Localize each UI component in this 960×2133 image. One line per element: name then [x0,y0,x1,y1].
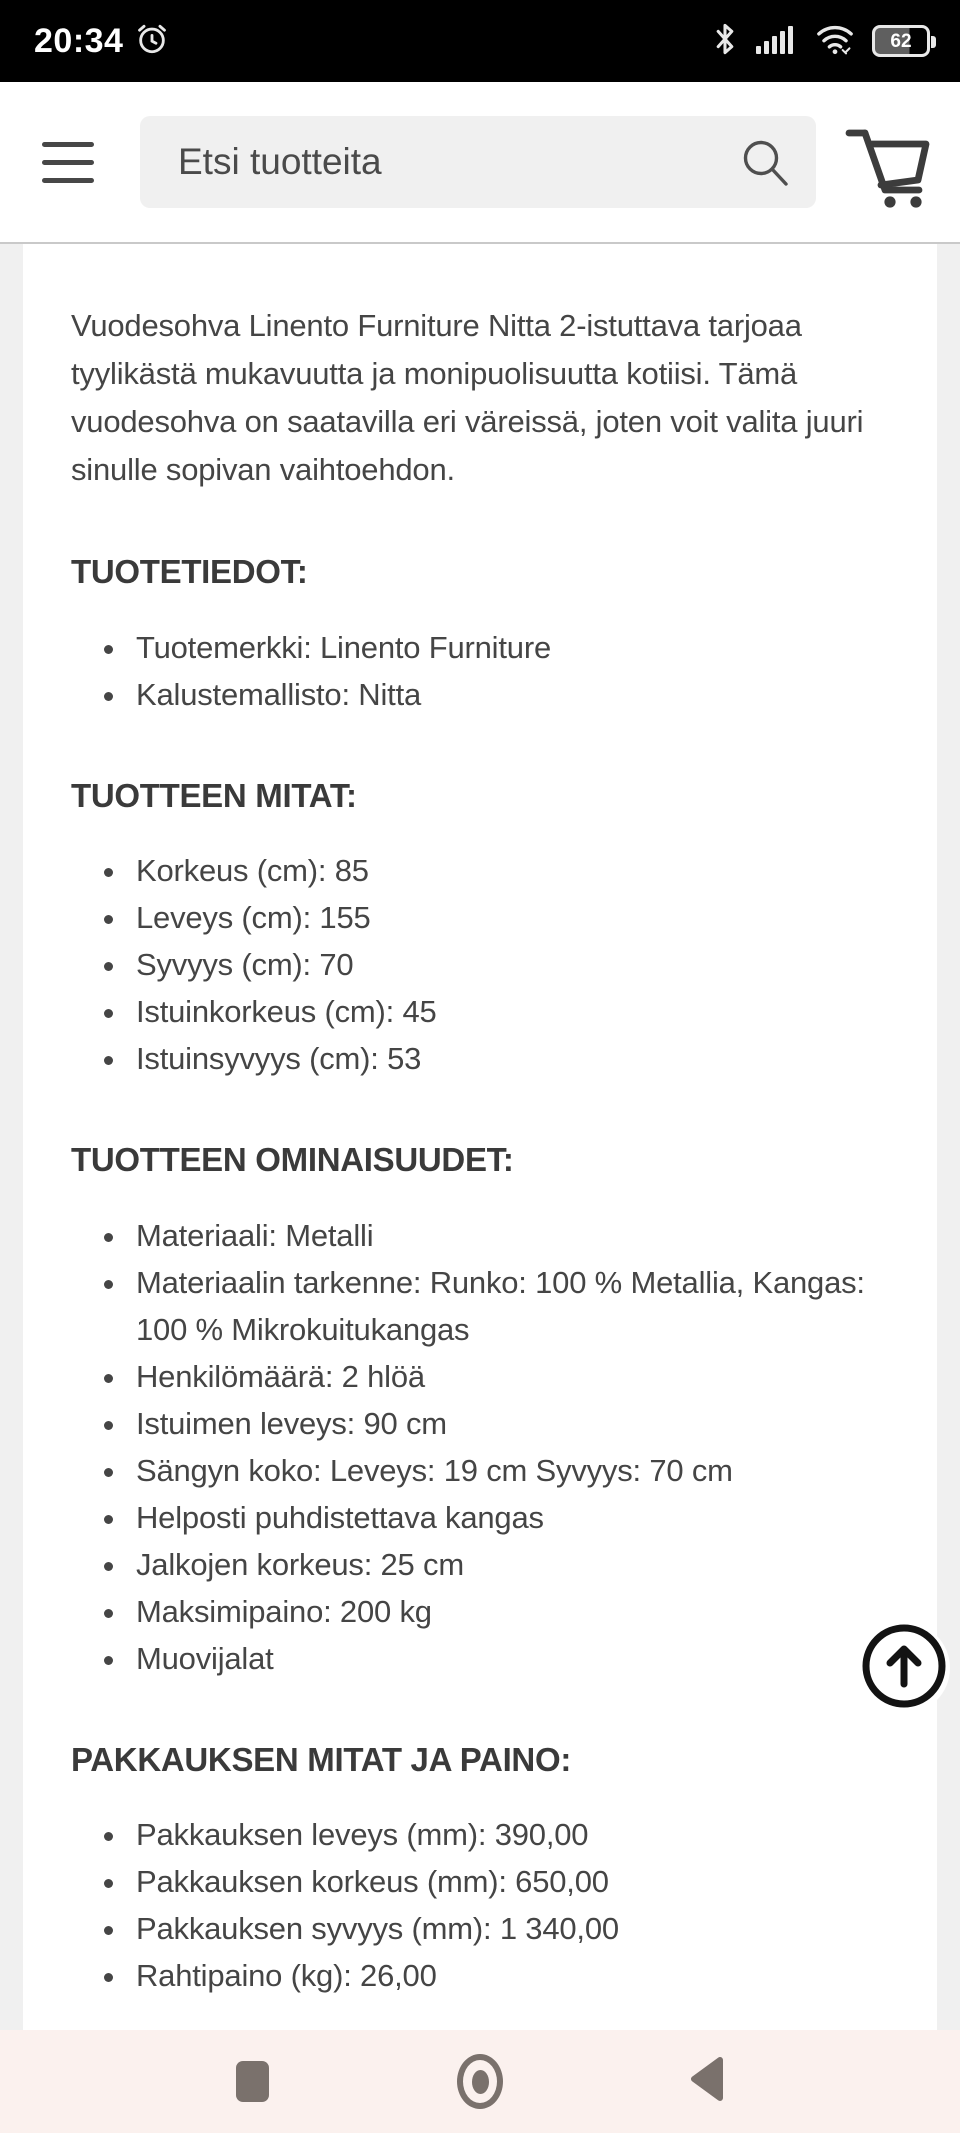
recents-square-icon [236,2061,269,2102]
android-nav-bar [0,2030,960,2133]
signal-icon [754,22,798,61]
list-item: • Pakkauksen korkeus (mm): 650,00 [129,1858,895,1905]
list-item: • Kalustemallisto: Nitta [129,671,895,718]
search-bar [140,116,816,208]
list-item: • Materiaalin tarkenne: Runko: 100 % Metallia, Kangas: 100 % Mikrokuitukangas [129,1259,895,1353]
home-button[interactable] [452,2054,508,2110]
back-button[interactable] [680,2054,736,2110]
section-heading-tuotteen-mitat: TUOTTEEN MITAT: [71,776,357,814]
section-list-pakkaus [71,1811,895,1999]
battery-icon [872,25,930,57]
section-list-tuotteen-mitat [71,847,895,1082]
section-list-tuotetiedot [71,624,895,718]
cart-icon [839,112,933,213]
scroll-to-top-button[interactable] [858,1622,950,1714]
list-item: • Pakkauksen syvyys (mm): 1 340,00 [129,1905,895,1952]
page-background [0,244,960,2030]
cart-button[interactable] [838,112,934,213]
list-item: • Henkilömäärä: 2 hlöä [129,1353,895,1400]
recents-button[interactable] [224,2054,280,2110]
status-bar-left [34,22,169,61]
wifi-icon [814,22,856,61]
clock: 20:34 [34,21,124,60]
search-input[interactable] [140,116,816,208]
search-icon[interactable] [738,135,792,194]
bluetooth-icon [712,22,738,61]
section-heading-ominaisuudet: TUOTTEEN OMINAISUUDET: [71,1141,514,1179]
section-heading-tuotetiedot: TUOTETIEDOT: [71,553,308,590]
list-item: • Syvyys (cm): 70 [129,941,895,988]
list-item: • Korkeus (cm): 85 [129,847,895,894]
list-item: • Istuinsyvyys (cm): 53 [129,1035,895,1082]
status-bar [0,0,960,82]
list-item: • Leveys (cm): 155 [129,894,895,941]
section-list-ominaisuudet [71,1212,895,1682]
app-header [0,82,960,244]
battery-percent: 62 [890,30,912,52]
list-item: • Muovijalat [129,1635,895,1682]
back-triangle-icon [688,2054,728,2109]
menu-button[interactable] [42,142,94,183]
alarm-icon [135,22,169,61]
arrow-up-icon [858,1620,950,1717]
list-item: • Rahtipaino (kg): 26,00 [129,1952,895,1999]
product-intro-paragraph: Vuodesohva Linento Furniture Nitta 2-istuttava tarjoaa tyylikästä mukavuutta ja monipuolisuutta kotiisi. Tämä vuodesohva on saatavilla eri väreissä, joten voit valita juuri sinulle sopivan vaihtoehdon. [71,308,864,487]
list-item: • Sängyn koko: Leveys: 19 cm Syvyys: 70 cm [129,1447,895,1494]
list-item: • Istuimen leveys: 90 cm [129,1400,895,1447]
home-circle-icon [457,2054,503,2109]
list-item: • Helposti puhdistettava kangas [129,1494,895,1541]
status-bar-right [712,22,930,61]
list-item: • Pakkauksen leveys (mm): 390,00 [129,1811,895,1858]
list-item: • Istuinkorkeus (cm): 45 [129,988,895,1035]
list-item: • Materiaali: Metalli [129,1212,895,1259]
list-item: • Maksimipaino: 200 kg [129,1588,895,1635]
list-item: • Jalkojen korkeus: 25 cm [129,1541,895,1588]
section-heading-pakkaus: PAKKAUKSEN MITAT JA PAINO: [71,1740,572,1778]
hamburger-icon [42,142,94,147]
list-item: • Tuotemerkki: Linento Furniture [129,624,895,671]
product-description-card [23,244,937,2030]
